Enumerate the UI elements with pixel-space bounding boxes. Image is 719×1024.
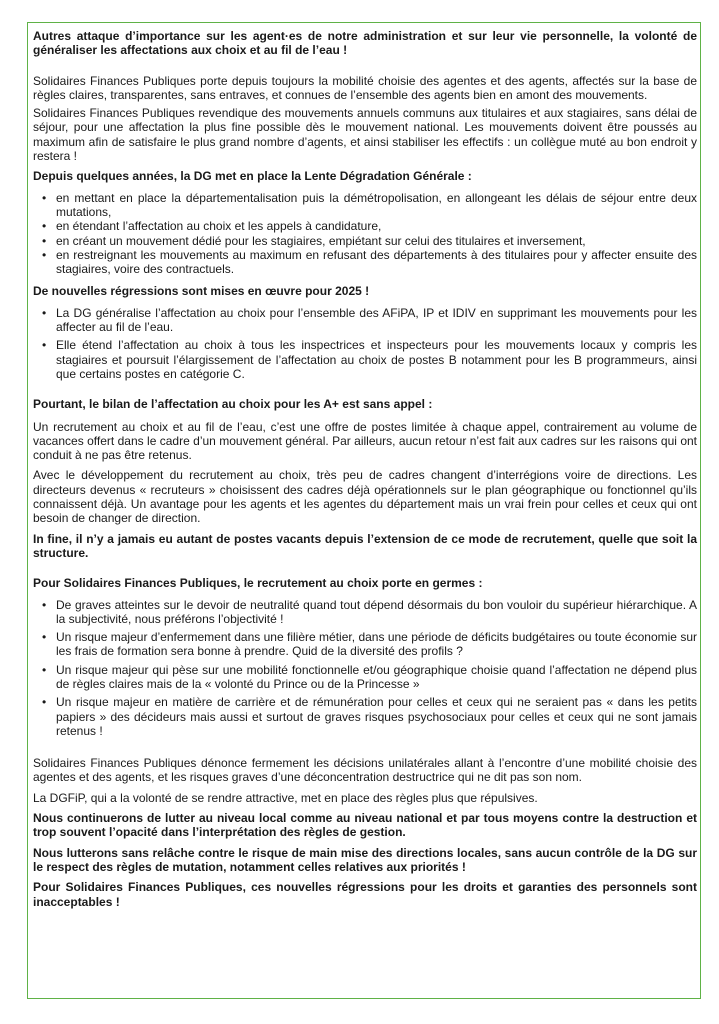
bullet-icon: • bbox=[42, 695, 47, 710]
intro-paragraph-2: Solidaires Finances Publiques revendique des mouvements annuels communs aux titulaires et aux stagiaires, sans délai de séjour, pour une affectation la plus fine possible dès le mouvement national. Les mouvements doivent être poussés au maximum afin de satisfaire le plus grand nombre d’agents, et ainsi stabiliser les effectifs : un collègue muté au bon endroit y restera ! bbox=[33, 106, 697, 164]
list-item: • Elle étend l’affectation au choix à tous les inspectrices et inspecteurs pour les mouvements locaux y compris les stagiaires et poursuit l’élargissement de l’affectation au choix de postes B notamment pour les B programmeurs, ainsi que certains postes en catégorie C. bbox=[42, 338, 697, 381]
bullet-icon: • bbox=[42, 247, 47, 262]
section1-list bbox=[33, 191, 697, 277]
list-item: • en créant un mouvement dédié pour les stagiaires, empiétant sur celui des titulaires et inversement, bbox=[42, 233, 586, 248]
intro-paragraph-1: Solidaires Finances Publiques porte depuis toujours la mobilité choisie des agentes et des agents, affectés sur la base de règles claires, transparentes, sans entraves, et connues de l’ensemble des agents bien en amont des mouvements. bbox=[33, 73, 697, 102]
list-item: • La DG généralise l’affectation au choix pour l’ensemble des AFiPA, IP et IDIV en supprimant les mouvements pour les affecter au fil de l’eau. bbox=[42, 305, 697, 335]
bullet-icon: • bbox=[42, 338, 47, 353]
document-frame bbox=[27, 22, 701, 999]
section2-list bbox=[33, 306, 697, 381]
section3-paragraph-2: Avec le développement du recrutement au choix, très peu de cadres changent d’interrégions voire de directions. Les directeurs devenus « recruteurs » choisissent des cadres déjà opérationnels sur le plan géographique ou fonctionnel qu’ils connaissent déjà. Un avantage pour les agents et les agentes du département mais un vrai frein pour celles et ceux qui ont besoin de changer de direction. bbox=[33, 468, 697, 526]
section4-heading: Pour Solidaires Finances Publiques, le recrutement au choix porte en germes : bbox=[33, 576, 483, 591]
closing-statement-1: Nous continuerons de lutter au niveau local comme au niveau national et par tous moyens contre la destruction et trop souvent l’opacité dans l’interprétation des règles de gestion. bbox=[33, 811, 697, 840]
closing-paragraph-2: La DGFiP, qui a la volonté de se rendre attractive, met en place des règles plus que répulsives. bbox=[33, 790, 538, 805]
bullet-icon: • bbox=[42, 233, 47, 248]
section3-conclusion: In fine, il n’y a jamais eu autant de postes vacants depuis l’extension de ce mode de recrutement, quelle que soit la structure. bbox=[33, 531, 697, 560]
section4-list bbox=[33, 598, 697, 739]
list-item: • Un risque majeur en matière de carrière et de rémunération pour celles et ceux qui ne seraient pas « dans les petits papiers » des décideurs mais aussi et surtout de graves risques psychosociaux pour celles et ceux qui ne sont jamais retenus ! bbox=[42, 695, 697, 738]
bullet-icon: • bbox=[42, 305, 47, 320]
section2-heading: De nouvelles régressions sont mises en œuvre pour 2025 ! bbox=[33, 284, 370, 299]
bullet-icon: • bbox=[42, 190, 47, 205]
section3-heading: Pourtant, le bilan de l’affectation au choix pour les A+ est sans appel : bbox=[33, 397, 433, 412]
list-item: • De graves atteintes sur le devoir de neutralité quand tout dépend désormais du bon vouloir du supérieur hiérarchique. A la subjectivité, nous préférons l’objectivité ! bbox=[42, 597, 697, 626]
intro-heading: Autres attaque d’importance sur les agent·es de notre administration et sur leur vie personnelle, la volonté de généraliser les affectations aux choix et au fil de l’eau ! bbox=[33, 29, 697, 58]
closing-statement-2: Nous lutterons sans relâche contre le risque de main mise des directions locales, sans aucun contrôle de la DG sur le respect des règles de mutation, notamment celles relatives aux priorités ! bbox=[33, 845, 697, 874]
bullet-icon: • bbox=[42, 597, 47, 612]
section1-heading: Depuis quelques années, la DG met en place la Lente Dégradation Générale : bbox=[33, 169, 472, 184]
list-item: • Un risque majeur d’enfermement dans une filière métier, dans une période de déficits budgétaires ou toute économie sur les frais de formation sera bonne à prendre. Quid de la diversité des profils ? bbox=[42, 630, 697, 659]
list-item: • Un risque majeur qui pèse sur une mobilité fonctionnelle et/ou géographique choisie quand l’affectation ne dépend plus de règles claires mais de la « volonté du Prince ou de la Princesse » bbox=[42, 662, 697, 691]
closing-statement-3: Pour Solidaires Finances Publiques, ces nouvelles régressions pour les droits et garanties des personnels sont inacceptables ! bbox=[33, 880, 697, 909]
closing-paragraph-1: Solidaires Finances Publiques dénonce fermement les décisions unilatérales allant à l’encontre d’une mobilité choisie des agentes et des agents, et les risques graves d’une déconcentration destructrice qui ne dit pas son nom. bbox=[33, 756, 697, 785]
bullet-icon: • bbox=[42, 630, 47, 645]
section3-paragraph-1: Un recrutement au choix et au fil de l’eau, c’est une offre de postes limitée à chaque appel, contrairement au volume de vacances offert dans le cadre d’un mouvement général. Par ailleurs, aucun retour n’est fait aux cadres sur les raisons qui ont conduit à ne pas être retenus. bbox=[33, 419, 697, 463]
bullet-icon: • bbox=[42, 219, 47, 234]
list-item: • en étendant l’affectation au choix et les appels à candidature, bbox=[42, 219, 382, 234]
bullet-icon: • bbox=[42, 662, 47, 677]
list-item: • en mettant en place la départementalisation puis la démétropolisation, en allongeant les délais de séjour entre deux mutations, bbox=[42, 190, 697, 219]
list-item: • en restreignant les mouvements au maximum en refusant des départements à des titulaires pour y affecter ensuite des stagiaires, voire des contractuels. bbox=[42, 247, 697, 277]
